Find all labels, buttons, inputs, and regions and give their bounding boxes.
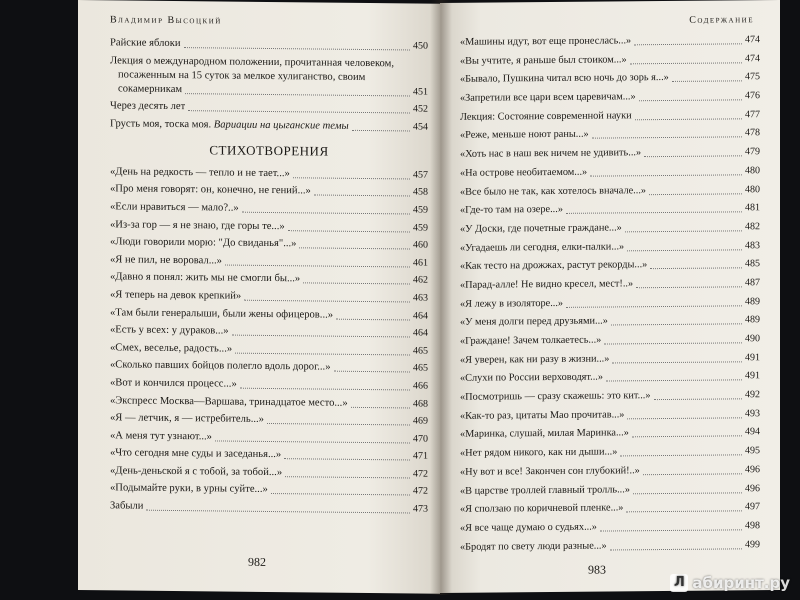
toc-entry — [460, 519, 760, 536]
toc-entry-page: 473 — [413, 503, 428, 515]
toc-entry — [110, 100, 428, 117]
dot-leader — [185, 93, 410, 96]
toc-entry — [460, 33, 760, 50]
toc-entry-page: 451 — [413, 86, 428, 98]
toc-entry — [110, 271, 428, 288]
toc-entry — [110, 183, 428, 200]
toc-entry-title: «В царстве троллей главный тролль...» — [460, 483, 630, 497]
toc-entry — [110, 117, 428, 134]
toc-entry — [110, 359, 428, 376]
dot-leader — [636, 286, 742, 288]
toc-entry-title: «Я теперь на девок крепкий» — [110, 289, 242, 302]
dot-leader — [235, 352, 410, 355]
toc-entry — [460, 295, 760, 312]
toc-entry-title: «Что сегодня мне суды и заседанья...» — [110, 447, 282, 461]
toc-entry-page: 496 — [745, 482, 760, 494]
toc-entry-title: «Из-за гор — я не знаю, где горы те...» — [110, 218, 285, 232]
dot-leader — [288, 230, 410, 232]
toc-entry-page: 459 — [413, 204, 428, 216]
toc-entry-page: 464 — [413, 310, 428, 322]
toc-entry-page: 489 — [745, 314, 760, 326]
toc-entry-title: «Все было не так, как хотелось вначале...» — [460, 184, 647, 198]
toc-entry-page: 472 — [413, 485, 428, 498]
toc-entry — [460, 164, 760, 181]
toc-entry-page: 478 — [745, 127, 760, 139]
toc-entry-page: 493 — [745, 407, 760, 420]
toc-entry-title: Лекция: Состояние современной науки — [460, 110, 632, 123]
toc-entry — [460, 89, 760, 106]
toc-entry — [110, 429, 428, 446]
toc-entry-title-line: Лекция о международном положении, прочитанная человеком, — [110, 54, 394, 69]
right-page — [440, 0, 780, 593]
dot-leader — [643, 473, 742, 475]
toc-entry — [110, 165, 428, 182]
dot-leader — [184, 47, 410, 50]
toc-entry-page: 480 — [745, 183, 760, 195]
toc-entry-page: 490 — [745, 333, 760, 345]
dot-leader — [620, 454, 742, 456]
toc-entry — [110, 235, 428, 252]
dot-leader — [632, 436, 742, 438]
toc-entry-page: 465 — [413, 362, 428, 374]
dot-leader — [590, 174, 742, 176]
toc-entry-page: 489 — [745, 295, 760, 307]
toc-entry-page: 471 — [413, 450, 428, 462]
toc-entry-title: «Бывало, Пушкина читал всю ночь до зорь я...» — [460, 72, 669, 86]
toc-entry — [460, 52, 760, 69]
toc-entry-title: «Вы учтите, я раньше был стоиком...» — [460, 54, 627, 67]
toc-entry — [110, 482, 428, 499]
dot-leader — [225, 264, 410, 267]
toc-entry-title: «Как-то раз, цитаты Мао прочитав...» — [460, 409, 625, 422]
toc-entry-page: 482 — [745, 221, 760, 233]
running-head-left: Владимир Высоцкий — [110, 14, 222, 27]
dot-leader — [244, 300, 410, 303]
toc-entry-page: 465 — [413, 345, 428, 357]
toc-entry-page: 459 — [413, 222, 428, 234]
toc-entry-page: 450 — [413, 40, 428, 52]
dot-leader — [334, 371, 411, 373]
toc-entry — [110, 411, 428, 428]
dot-leader — [672, 81, 742, 83]
toc-entry-title: «Бродят по свету люди разные...» — [460, 540, 607, 553]
dot-leader — [635, 118, 742, 120]
toc-entry — [460, 444, 760, 461]
dot-leader — [303, 283, 410, 285]
toc-entry-title: «Сколько павших бойцов полегло вдоль дорог...» — [110, 359, 331, 373]
dot-leader — [299, 247, 410, 249]
dot-leader — [644, 155, 742, 157]
dot-leader — [627, 417, 742, 419]
toc-entry — [460, 426, 760, 443]
toc-entry-page: 476 — [745, 90, 760, 102]
toc-entry-title: «День на редкость — тепло и не тает...» — [110, 166, 290, 179]
toc-left-list — [110, 165, 428, 517]
book-gutter — [430, 0, 452, 595]
toc-entry-page: 494 — [745, 426, 760, 438]
dot-leader — [639, 99, 742, 101]
toc-entry — [460, 108, 760, 125]
dot-leader — [606, 380, 742, 382]
toc-entry — [460, 463, 760, 480]
toc-entry — [460, 332, 760, 349]
toc-entry-title: «Смех, веселье, радость...» — [110, 342, 233, 355]
toc-entry-page: 498 — [745, 520, 760, 532]
dot-leader — [232, 335, 410, 338]
toc-entry-title: «Если нравиться — мало?..» — [110, 201, 239, 214]
dot-leader — [240, 388, 410, 391]
toc-entry-page: 464 — [413, 327, 428, 339]
dot-leader — [650, 268, 742, 270]
toc-entry-page: 462 — [413, 274, 428, 287]
toc-entry-title: «День-деньской я с тобой, за тобой...» — [110, 465, 283, 479]
toc-entry-title: Райские яблоки — [110, 37, 181, 50]
dot-leader — [626, 511, 742, 513]
toc-entry — [110, 288, 428, 305]
dot-leader — [284, 458, 410, 460]
toc-entry — [460, 313, 760, 330]
toc-entry-title: «Про меня говорят: он, конечно, не гений...» — [110, 183, 311, 197]
dot-leader — [242, 212, 410, 215]
toc-entry — [460, 500, 760, 517]
toc-entry-title — [110, 117, 349, 133]
toc-entry-page: 496 — [745, 463, 760, 476]
toc-entry-title-line: посаженным на 15 суток за мелкое хулиганство, своим — [118, 69, 366, 83]
dot-leader — [633, 492, 742, 494]
toc-entry-page: 492 — [745, 389, 760, 401]
dot-leader — [351, 406, 410, 408]
toc-left — [110, 36, 428, 520]
toc-entry — [110, 341, 428, 358]
toc-entry-title: «Где-то там на озере...» — [460, 204, 563, 216]
toc-entry-page: 460 — [413, 239, 428, 251]
toc-entry-title: «У Доски, где почетные граждане...» — [460, 222, 622, 235]
toc-entry-title: «Экспресс Москва—Варшава, тринадцатое место...» — [110, 394, 348, 409]
toc-left-top — [110, 36, 428, 134]
toc-entry — [110, 499, 428, 516]
toc-entry-title: «У меня долги перед друзьями...» — [460, 315, 608, 329]
toc-entry-page: 454 — [413, 121, 428, 133]
toc-entry — [460, 71, 760, 88]
toc-entry-page: 499 — [745, 538, 760, 550]
toc-entry-page: 487 — [745, 277, 760, 289]
toc-entry-page: 472 — [413, 468, 428, 480]
toc-entry — [460, 257, 760, 274]
toc-entry-page: 466 — [413, 380, 428, 392]
toc-entry-page: 470 — [413, 433, 428, 445]
open-book — [78, 0, 798, 600]
toc-entry — [110, 218, 428, 235]
dot-leader — [649, 193, 742, 195]
toc-entry — [110, 253, 428, 270]
dot-leader — [634, 43, 742, 45]
toc-entry-title: «Граждане! Зачем толкаетесь...» — [460, 334, 602, 347]
toc-entry-title: «Я сползаю по коричневой пленке...» — [460, 502, 624, 515]
dot-leader — [215, 440, 410, 443]
toc-entry-title: «Хоть нас в наш век ничем не удивить...» — [460, 147, 642, 160]
dot-leader — [625, 230, 742, 232]
toc-entry-page: 485 — [745, 258, 760, 270]
dot-leader — [610, 548, 742, 550]
toc-entry — [460, 370, 760, 387]
section-title: СТИХОТВОРЕНИЯ — [209, 142, 329, 159]
toc-entry — [110, 376, 428, 393]
dot-leader — [630, 62, 742, 64]
toc-entry-title: «А меня тут узнают...» — [110, 430, 212, 443]
toc-entry — [460, 239, 760, 256]
toc-entry — [460, 183, 760, 200]
toc-entry-title: «Запретили все цари всем царевичам...» — [460, 91, 636, 104]
toc-entry-title: «Маринка, слушай, милая Маринка...» — [460, 427, 629, 441]
toc-entry-title: «Люди говорили морю: "До свиданья"...» — [110, 236, 297, 250]
toc-entry — [110, 200, 428, 217]
toc-entry-title: «На острове необитаемом...» — [460, 166, 588, 179]
toc-entry-page: 468 — [413, 398, 428, 410]
toc-entry-title: «Я не пил, не воровал...» — [110, 254, 222, 267]
toc-entry-title: «Вот и кончился процесс...» — [110, 377, 237, 390]
dot-leader — [604, 342, 742, 344]
toc-entry-title: «Слухи по России верховодят...» — [460, 371, 604, 385]
toc-entry-page: 480 — [745, 164, 760, 177]
toc-entry — [110, 306, 428, 323]
dot-leader — [627, 249, 742, 251]
labirint-watermark — [670, 574, 790, 592]
toc-entry-page: 483 — [745, 239, 760, 251]
toc-entry — [110, 36, 428, 53]
toc-entry-title: «Подымайте руки, в урны суйте...» — [110, 482, 268, 496]
dot-leader — [566, 212, 742, 215]
dot-leader — [352, 130, 410, 132]
toc-entry-page: 497 — [745, 501, 760, 513]
dot-leader — [600, 529, 742, 531]
toc-entry-page: 474 — [745, 52, 760, 64]
toc-entry-title: «Посмотришь — сразу скажешь: это кит...» — [460, 390, 651, 403]
toc-entry — [110, 447, 428, 464]
toc-entry-title: «Машины идут, вот еще пронеслась...» — [460, 35, 632, 48]
dot-leader — [654, 398, 742, 400]
toc-entry-title: Забыли — [110, 500, 144, 512]
toc-entry-title: «Парад-алле! Не видно кресел, мест!..» — [460, 278, 634, 291]
toc-entry-title-italic: Вариации на цыганские темы — [213, 119, 349, 132]
dot-leader — [611, 324, 742, 326]
toc-entry-title: «Как тесто на дрожжах, растут рекорды...» — [460, 259, 648, 273]
toc-entry-title: «Я все чаще думаю о судьях...» — [460, 521, 597, 534]
toc-entry-page: 477 — [745, 108, 760, 121]
toc-entry — [460, 351, 760, 368]
dot-leader — [188, 110, 410, 113]
dot-leader — [314, 195, 410, 197]
toc-entry-page: 469 — [413, 415, 428, 427]
toc-entry-title: «Я — летчик, я — истребитель...» — [110, 412, 264, 426]
toc-entry-page: 461 — [413, 257, 428, 269]
toc-entry-title: «Есть у всех: у дураков...» — [110, 324, 229, 337]
toc-entry-page: 491 — [745, 370, 760, 382]
toc-entry — [460, 220, 760, 237]
toc-entry — [460, 276, 760, 293]
dot-leader — [293, 177, 410, 179]
toc-entry — [110, 54, 428, 99]
dot-leader — [592, 137, 742, 139]
toc-entry — [110, 394, 428, 411]
toc-entry-page: 458 — [413, 186, 428, 199]
toc-entry-title: «Я лежу в изоляторе...» — [460, 297, 564, 310]
toc-entry-page: 463 — [413, 292, 428, 304]
toc-entry-title: Через десять лет — [110, 100, 186, 113]
left-page — [78, 0, 440, 594]
watermark-text: абиринт.ру — [692, 574, 790, 592]
toc-entry-page: 495 — [745, 445, 760, 457]
toc-entry-page: 452 — [413, 103, 428, 115]
watermark-badge: Л — [670, 574, 688, 592]
dot-leader — [267, 423, 410, 425]
toc-entry — [460, 538, 760, 555]
dot-leader — [566, 305, 742, 308]
toc-entry-page: 474 — [745, 34, 760, 46]
toc-right-list — [460, 33, 760, 559]
toc-entry — [110, 464, 428, 481]
dot-leader — [336, 318, 410, 320]
toc-entry-title: «Угадаешь ли сегодня, елки-палки...» — [460, 240, 625, 254]
toc-entry — [110, 323, 428, 340]
toc-entry-page: 481 — [745, 202, 760, 214]
dot-leader — [271, 493, 410, 495]
toc-entry — [460, 407, 760, 424]
toc-entry-page: 457 — [413, 169, 428, 181]
toc-entry-title: «Там были генералыши, были жены офицеров...» — [110, 306, 334, 321]
toc-entry-title: «Давно я понял: жить мы не смогли бы...» — [110, 271, 301, 285]
page-number-right: 983 — [588, 562, 606, 577]
dot-leader — [285, 476, 410, 478]
toc-entry — [460, 482, 760, 499]
toc-entry-title: «Я уверен, как ни разу в жизни...» — [460, 353, 610, 366]
toc-entry-title: «Ну вот и все! Закончен сон глубокий!..» — [460, 465, 640, 478]
toc-entry-title-plain: Грусть моя, тоска моя. — [110, 118, 214, 131]
toc-entry-title: «Реже, меньше ноют раны...» — [460, 129, 589, 142]
running-head-right: Содержание — [689, 14, 754, 26]
dot-leader — [146, 510, 410, 514]
page-number-left: 982 — [248, 554, 266, 569]
toc-entry-page: 479 — [745, 146, 760, 158]
toc-entry-page: 491 — [745, 351, 760, 363]
toc-entry-title: «Нет рядом никого, как ни дыши...» — [460, 446, 618, 459]
toc-entry-page: 475 — [745, 71, 760, 83]
toc-entry — [460, 201, 760, 218]
toc-entry-title-line: сокамерникам — [118, 83, 183, 95]
toc-entry — [460, 388, 760, 405]
toc-entry — [460, 145, 760, 162]
dot-leader — [612, 361, 742, 363]
toc-entry — [460, 127, 760, 144]
